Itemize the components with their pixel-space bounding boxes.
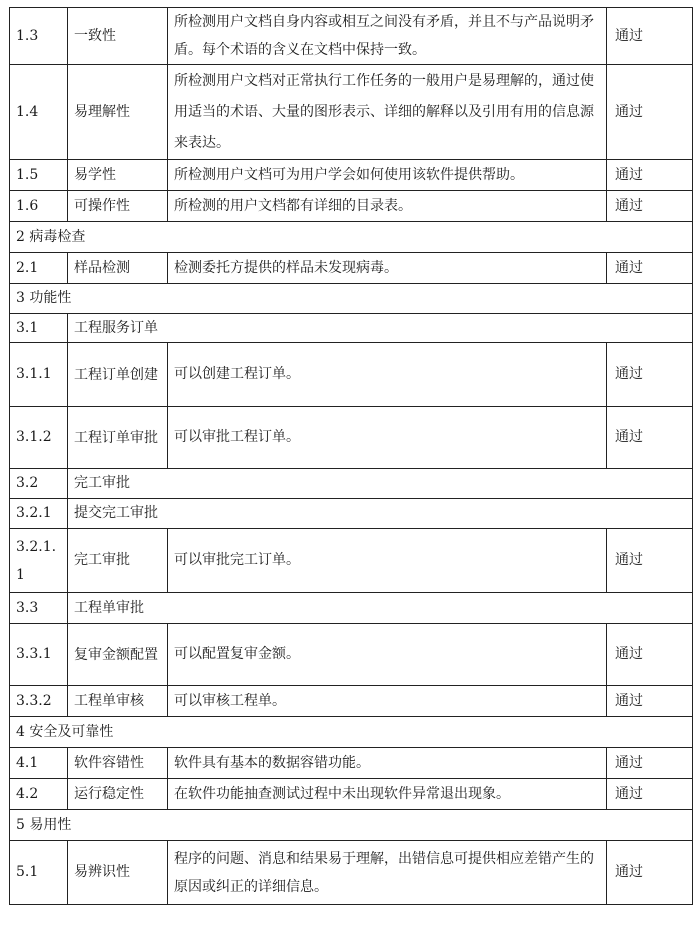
section-row — [10, 284, 693, 314]
item-result: 通过 — [607, 160, 693, 191]
item-id: 3.1.2 — [10, 407, 68, 469]
section-title: 2 病毒检查 — [10, 222, 693, 253]
subsection-id: 3.1 — [10, 314, 68, 343]
item-name: 可操作性 — [68, 191, 168, 222]
table-row — [10, 8, 693, 65]
table-row — [10, 841, 693, 905]
subsection-row — [10, 314, 693, 343]
item-description: 可以审批工程订单。 — [168, 407, 607, 469]
subsection-title: 提交完工审批 — [68, 499, 693, 529]
subsection-id: 3.2 — [10, 469, 68, 499]
table-row — [10, 686, 693, 717]
item-description: 在软件功能抽查测试过程中未出现软件异常退出现象。 — [168, 779, 607, 810]
item-id: 1.5 — [10, 160, 68, 191]
item-id: 5.1 — [10, 841, 68, 905]
table-row — [10, 343, 693, 407]
section-title: 5 易用性 — [10, 810, 693, 841]
item-result: 通过 — [607, 529, 693, 593]
item-id: 3.1.1 — [10, 343, 68, 407]
section-row — [10, 810, 693, 841]
item-id: 1.3 — [10, 8, 68, 65]
item-id: 2.1 — [10, 253, 68, 284]
item-result: 通过 — [607, 65, 693, 160]
subsection-title: 工程服务订单 — [68, 314, 693, 343]
item-result: 通过 — [607, 748, 693, 779]
section-title: 4 安全及可靠性 — [10, 717, 693, 748]
item-result: 通过 — [607, 624, 693, 686]
subsection-row — [10, 593, 693, 624]
table-row — [10, 407, 693, 469]
item-name: 完工审批 — [68, 529, 168, 593]
item-id: 3.3.1 — [10, 624, 68, 686]
item-result: 通过 — [607, 343, 693, 407]
item-description: 软件具有基本的数据容错功能。 — [168, 748, 607, 779]
item-name: 一致性 — [68, 8, 168, 65]
item-name: 运行稳定性 — [68, 779, 168, 810]
item-name: 易辨识性 — [68, 841, 168, 905]
subsection-title: 工程单审批 — [68, 593, 693, 624]
item-result: 通过 — [607, 407, 693, 469]
table-row — [10, 779, 693, 810]
item-result: 通过 — [607, 779, 693, 810]
test-results-table — [9, 7, 693, 905]
section-row — [10, 717, 693, 748]
item-id: 1.6 — [10, 191, 68, 222]
item-result: 通过 — [607, 253, 693, 284]
subsection-row — [10, 469, 693, 499]
item-description: 可以审核工程单。 — [168, 686, 607, 717]
table-row — [10, 65, 693, 160]
item-description: 可以配置复审金额。 — [168, 624, 607, 686]
table-row — [10, 748, 693, 779]
item-id: 3.3.2 — [10, 686, 68, 717]
table-row — [10, 160, 693, 191]
section-row — [10, 222, 693, 253]
item-name: 工程单审核 — [68, 686, 168, 717]
table-row — [10, 253, 693, 284]
subsection-id: 3.2.1 — [10, 499, 68, 529]
section-title: 3 功能性 — [10, 284, 693, 314]
item-name: 易学性 — [68, 160, 168, 191]
item-description: 程序的问题、消息和结果易于理解，出错信息可提供相应差错产生的原因或纠正的详细信息。 — [168, 841, 607, 905]
item-name: 工程订单审批 — [68, 407, 168, 469]
item-description: 所检测用户文档对正常执行工作任务的一般用户是易理解的，通过使用适当的术语、大量的图形表示、详细的解释以及引用有用的信息源来表达。 — [168, 65, 607, 160]
item-result: 通过 — [607, 841, 693, 905]
item-name: 易理解性 — [68, 65, 168, 160]
table-row — [10, 624, 693, 686]
item-name: 工程订单创建 — [68, 343, 168, 407]
item-result: 通过 — [607, 686, 693, 717]
subsection-id: 3.3 — [10, 593, 68, 624]
item-id: 1.4 — [10, 65, 68, 160]
item-description: 所检测的用户文档都有详细的目录表。 — [168, 191, 607, 222]
subsection-title: 完工审批 — [68, 469, 693, 499]
item-description: 所检测用户文档可为用户学会如何使用该软件提供帮助。 — [168, 160, 607, 191]
subsection-row — [10, 499, 693, 529]
item-description: 可以创建工程订单。 — [168, 343, 607, 407]
table-row — [10, 191, 693, 222]
item-result: 通过 — [607, 8, 693, 65]
table-row — [10, 529, 693, 593]
item-id: 3.2.1.1 — [10, 529, 68, 593]
item-name: 软件容错性 — [68, 748, 168, 779]
item-description: 检测委托方提供的样品未发现病毒。 — [168, 253, 607, 284]
item-description: 可以审批完工订单。 — [168, 529, 607, 593]
item-description: 所检测用户文档自身内容或相互之间没有矛盾，并且不与产品说明矛盾。每个术语的含义在文档中保持一致。 — [168, 8, 607, 65]
item-id: 4.1 — [10, 748, 68, 779]
item-id: 4.2 — [10, 779, 68, 810]
item-name: 复审金额配置 — [68, 624, 168, 686]
item-result: 通过 — [607, 191, 693, 222]
item-name: 样品检测 — [68, 253, 168, 284]
